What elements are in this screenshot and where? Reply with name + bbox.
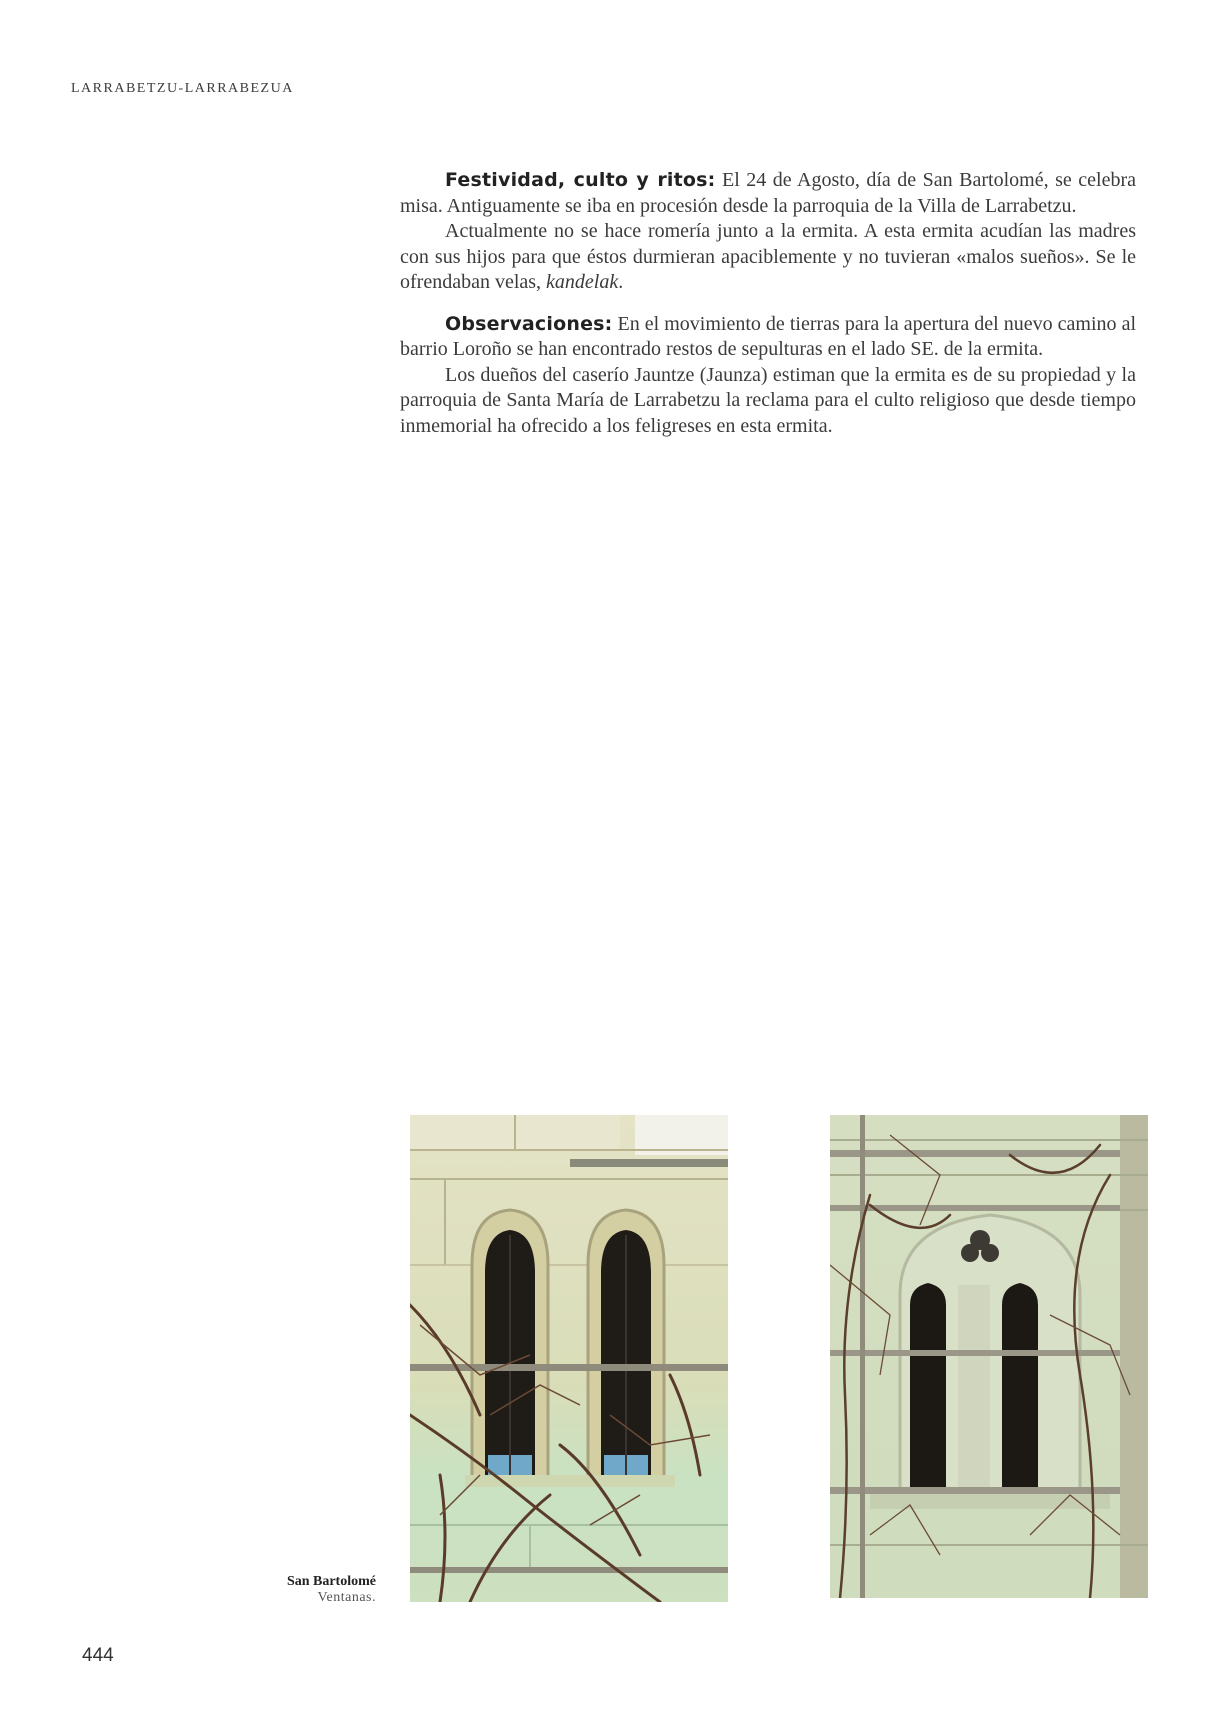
italic-term: kandelak <box>546 271 619 293</box>
paragraph-text: Actualmente no se hace romería junto a la ermita. A esta ermita acudían las madres con sus hijos para que éstos durmieran apaciblemente y no tuvieran «malos sueños». Se le ofrendaban velas, <box>400 220 1136 293</box>
paragraph-duenos <box>400 363 1136 440</box>
figure-caption <box>287 1574 376 1606</box>
photo-windows-left <box>410 1115 728 1602</box>
caption-subtitle: Ventanas. <box>317 1590 376 1605</box>
paragraph-text: En el movimiento de tierras para la apertura del nuevo camino al barrio Loroño se han encontrado restos de sepulturas en el lado SE. de la ermita. <box>400 312 1136 360</box>
paragraph-observaciones <box>400 312 1136 363</box>
paragraph-text: El 24 de Agosto, día de San Bartolomé, se celebra misa. Antiguamente se iba en procesión desde la parroquia de la Villa de Larrabetzu. <box>400 169 1137 217</box>
paragraph-text: Los dueños del caserío Jauntze (Jaunza) estiman que la ermita es de su propiedad y la parroquia de Santa María de Larrabetzu la reclama para el culto religioso que desde tiempo inmemorial ha ofrecido a los feligreses en esta ermita. <box>400 363 1136 437</box>
running-head: LARRABETZU-LARRABEZUA <box>71 81 294 96</box>
page-number: 444 <box>82 1645 114 1666</box>
caption-title: San Bartolomé <box>286 1574 376 1589</box>
paragraph-end: . <box>618 271 624 293</box>
section-heading-festividad: Festividad, culto y ritos: <box>445 169 716 191</box>
body-text <box>400 168 1136 439</box>
paragraph-festividad <box>400 168 1136 219</box>
section-heading-observaciones: Observaciones: <box>445 312 613 335</box>
photo-windows-right <box>830 1115 1148 1598</box>
paragraph-actualmente <box>400 219 1136 296</box>
